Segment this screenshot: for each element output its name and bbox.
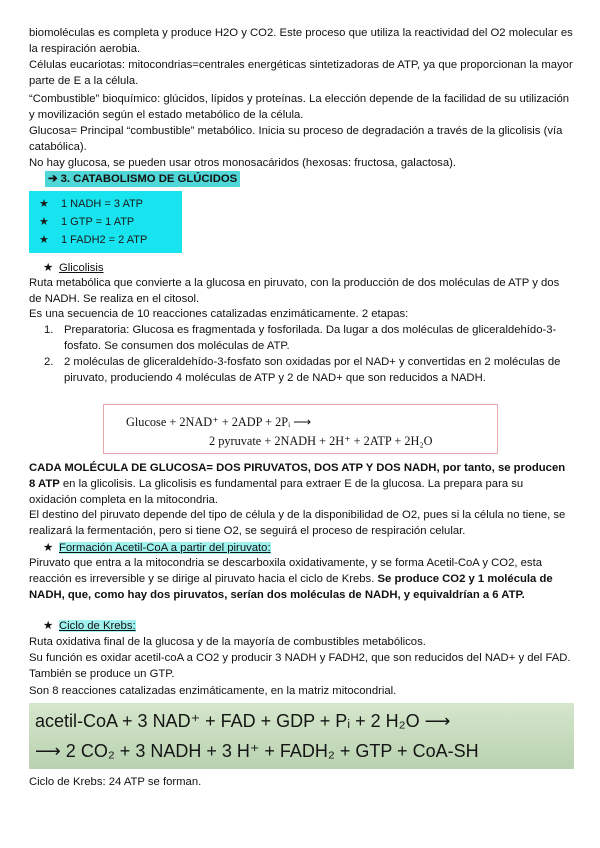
atp-item-nadh: ★ 1 NADH = 3 ATP xyxy=(39,197,143,213)
atp-item-gtp: ★ 1 GTP = 1 ATP xyxy=(39,215,134,231)
glicolisis-paragraph-2: Es una secuencia de 10 reacciones catalizadas enzimáticamente. 2 etapas: xyxy=(29,308,409,320)
krebs-paragraph-1: Ruta oxidativa final de la glucosa y de la mayoría de combustibles metabólicos. xyxy=(29,636,426,648)
krebs-footer: Ciclo de Krebs: 24 ATP se forman. xyxy=(29,776,202,788)
krebs-equation-line-1: acetil-CoA + 3 NAD⁺ + FAD + GDP + Pᵢ + 2 H₂O ⟶ xyxy=(35,711,451,731)
star-icon: ★ xyxy=(43,262,54,274)
acetil-paragraph: Piruvato que entra a la mitocondria se descarboxila oxidativamente, y se forma Acetil-CoA y CO2, esta reacción es irreversible y se dirige al piruvato hacia el ciclo de Krebs. Se produce CO2 y 1 molécula de NADH, que, como hay dos piruvatos, serían dos moléculas de NADH, y equivaldrían a 6 ATP. xyxy=(29,557,553,601)
section-heading-catabolismo: ➔ 3. CATABOLISMO DE GLÚCIDOS xyxy=(45,171,240,187)
krebs-equation xyxy=(29,703,574,769)
krebs-paragraph-3: Son 8 reacciones catalizadas enzimáticamente, en la matriz mitocondrial. xyxy=(29,685,397,697)
glycolysis-equation xyxy=(103,404,498,454)
krebs-equation-line-2: ⟶ 2 CO₂ + 3 NADH + 3 H⁺ + FADH₂ + GTP + CoA-SH xyxy=(35,741,479,761)
equation-line-2: 2 pyruvate + 2NADH + 2H⁺ + 2ATP + 2H₂O xyxy=(209,434,433,448)
intro-paragraph-4: Glucosa= Principal “combustible” metabólico. Inicia su proceso de degradación a través de la glicolisis (vía catabólica). xyxy=(29,125,563,153)
intro-paragraph-1: biomoléculas es completa y produce H2O y CO2. Este proceso que utiliza la reactividad del O2 molecular es la respiración aerobia. xyxy=(29,27,573,55)
subheading-krebs: ★ Ciclo de Krebs: xyxy=(43,620,136,632)
glicolisis-step-1: 1. Preparatoria: Glucosa es fragmentada y fosforilada. Da lugar a dos moléculas de gliceraldehído-3-fosfato. Se consumen dos moléculas de ATP. xyxy=(44,324,557,352)
intro-paragraph-2: Células eucariotas: mitocondrias=centrales energéticas sintetizadoras de ATP, ya que proporcionan la mayor parte de E a la célula. xyxy=(29,59,573,87)
star-icon: ★ xyxy=(39,198,49,210)
subheading-acetil-coa: ★ Formación Acetil-CoA a partir del piruvato: xyxy=(43,542,271,554)
glicolisis-paragraph-3: El destino del piruvato depende del tipo de célula y de la disponibilidad de O2, pues si la célula no tiene, se realizará la fermentación, pero si tiene O2, se seguirá el proceso de respiración celular. xyxy=(29,509,566,537)
star-icon: ★ xyxy=(39,234,49,246)
atp-equivalence-box xyxy=(29,191,182,253)
star-icon: ★ xyxy=(43,620,54,632)
star-icon: ★ xyxy=(39,216,49,228)
intro-paragraph-5: No hay glucosa, se pueden usar otros monosacáridos (hexosas: fructosa, galactosa). xyxy=(29,157,457,169)
star-icon: ★ xyxy=(43,542,54,554)
intro-paragraph-3: “Combustible” bioquímico: glúcidos, lípidos y proteínas. La elección depende de la facilidad de su utilización y movilización según el estado metabólico de la célula. xyxy=(29,93,570,121)
glicolisis-step-2: 2. 2 moléculas de gliceraldehído-3-fosfato son oxidadas por el NAD+ y convertidas en 2 moléculas de piruvato, produciendo 4 moléculas de ATP y 2 de NAD+ que son reducidos a NADH. xyxy=(44,356,561,384)
equation-line-1: Glucose + 2NAD⁺ + 2ADP + 2Pᵢ ⟶ xyxy=(126,415,311,429)
glicolisis-summary: CADA MOLÉCULA DE GLUCOSA= DOS PIRUVATOS, DOS ATP Y DOS NADH, por tanto, se producen 8 ATP en la glicolisis. La glicolisis es fundamental para extraer E de la glucosa. La prepara para su oxidación completa en la mitocondria. xyxy=(29,462,566,506)
subheading-glicolisis: ★ Glicolisis xyxy=(43,262,104,274)
atp-item-fadh2: ★ 1 FADH2 = 2 ATP xyxy=(39,233,147,249)
glicolisis-paragraph-1: Ruta metabólica que convierte a la glucosa en piruvato, con la producción de dos moléculas de ATP y dos de NADH. Se realiza en el citosol. xyxy=(29,277,560,305)
krebs-paragraph-2: Su función es oxidar acetil-coA a CO2 y producir 3 NADH y FADH2, que son reducidos del NAD+ y del FAD. También se produce un GTP. xyxy=(29,652,571,680)
